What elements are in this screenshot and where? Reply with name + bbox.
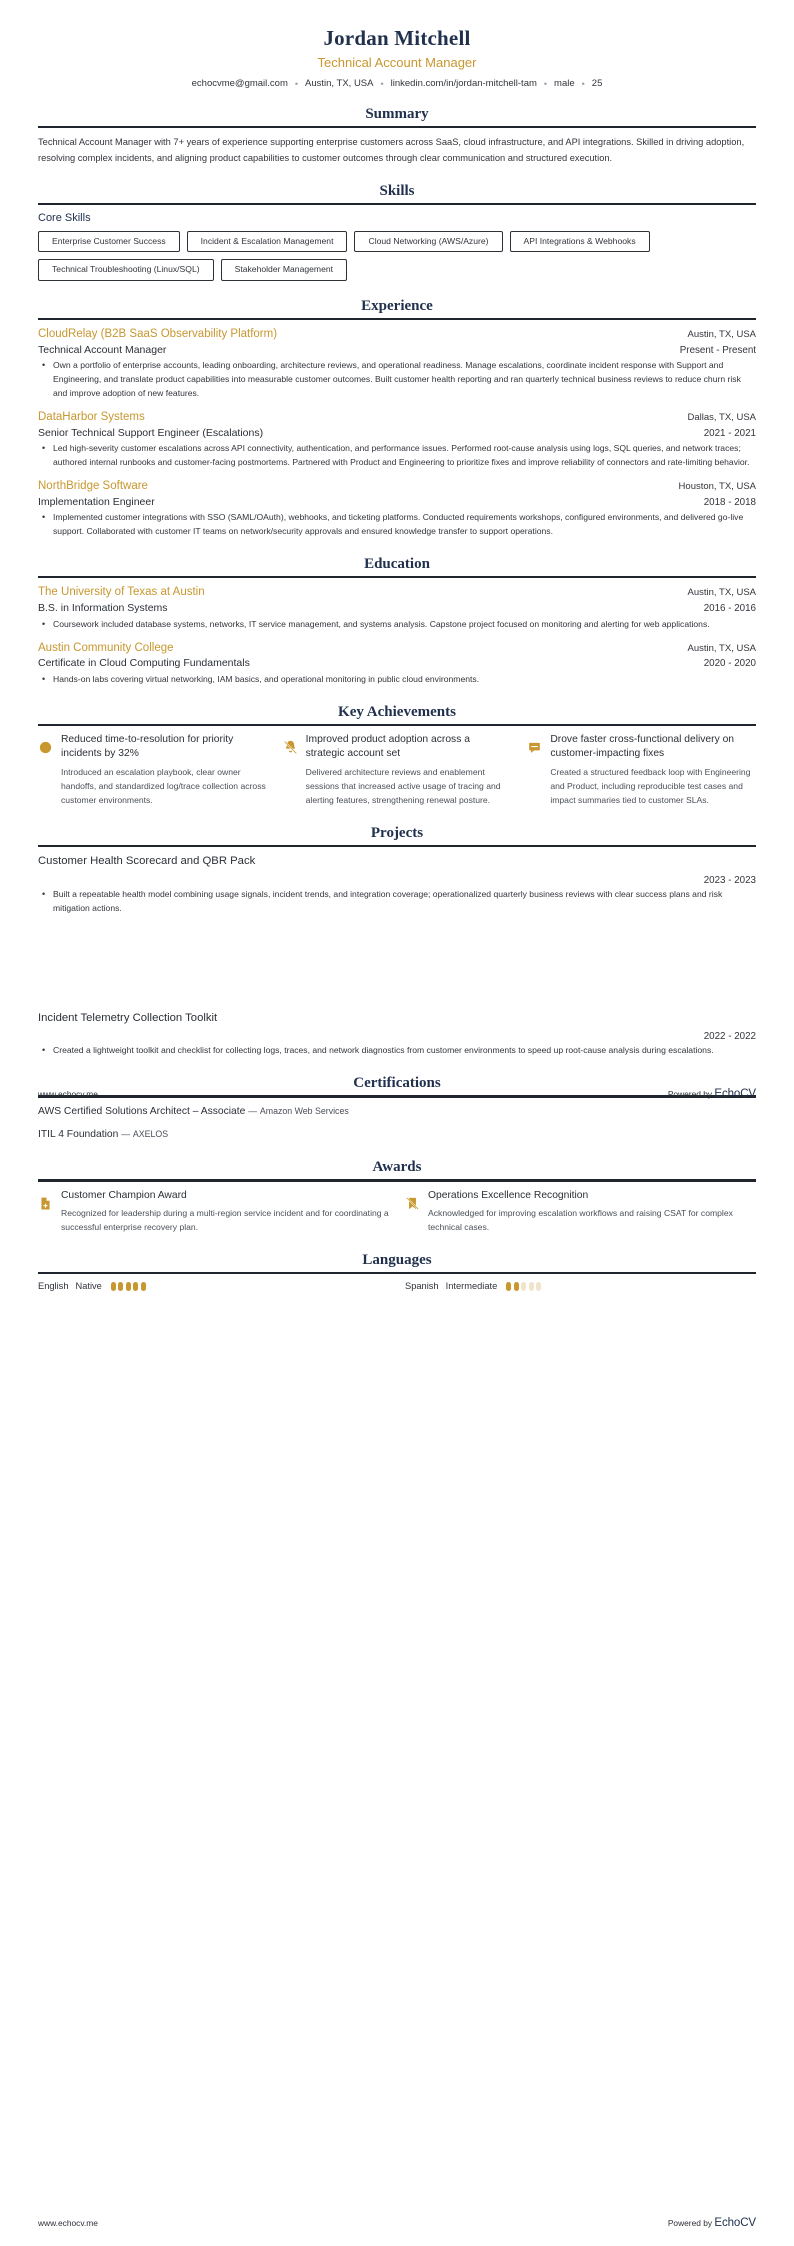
section-title-summary: Summary	[365, 106, 429, 122]
key-achievement-body	[550, 733, 756, 808]
svg-text:₿: ₿	[42, 743, 49, 753]
experience-job-title: Implementation Engineer	[38, 495, 155, 508]
contact-separator: •	[543, 78, 548, 89]
section-title-experience: Experience	[361, 297, 433, 314]
contact-location: Austin, TX, USA	[305, 78, 374, 89]
award-card	[38, 1189, 389, 1235]
page-footer	[38, 1088, 756, 1100]
bitcoin-coin-icon	[38, 740, 53, 755]
footer-brand	[668, 1088, 756, 1100]
project-dates: 2022 - 2022	[703, 1031, 756, 1043]
footer-powered-by-label: Powered by	[667, 2218, 713, 2228]
experience-location: Austin, TX, USA	[687, 329, 756, 341]
section-projects	[38, 825, 756, 1059]
certification-row	[38, 1128, 756, 1142]
page-title: Jordan Mitchell	[323, 26, 471, 50]
experience-bullet-list	[38, 359, 756, 401]
entry-header-row	[38, 479, 756, 495]
language-item	[38, 1281, 389, 1291]
certification-issuer: Amazon Web Services	[259, 1105, 349, 1116]
proficiency-dot-empty	[521, 1282, 526, 1291]
message-square-icon	[527, 740, 542, 755]
key-achievement-card	[283, 733, 512, 808]
experience-bullet-list	[38, 442, 756, 470]
skill-chip: Technical Troubleshooting (Linux/SQL)	[38, 259, 214, 280]
language-item	[405, 1281, 756, 1291]
experience-dates: 2021 - 2021	[703, 427, 756, 439]
footer-brand	[668, 2217, 756, 2229]
skill-chip: Cloud Networking (AWS/Azure)	[354, 231, 502, 252]
section-education	[38, 556, 756, 686]
key-achievement-description: Delivered architecture reviews and enablement sessions that increased active usage of tracing and alerting features, strengthening renewal posture.	[305, 767, 501, 805]
contact-linkedin[interactable]: linkedin.com/in/jordan-mitchell-tam	[390, 78, 537, 89]
proficiency-dot-filled	[141, 1282, 146, 1291]
experience-location: Dallas, TX, USA	[687, 412, 756, 424]
award-description: Acknowledged for improving escalation workflows and raising CSAT for complex technical cases.	[428, 1208, 733, 1233]
award-body	[428, 1189, 756, 1235]
proficiency-dot-filled	[506, 1282, 511, 1291]
contact-separator: •	[294, 78, 299, 89]
section-certifications	[38, 1075, 756, 1142]
section-title-key-achievements: Key Achievements	[338, 703, 456, 720]
entry-header-row	[38, 585, 756, 601]
section-divider	[38, 576, 756, 578]
experience-bullet: • Own a portfolio of enterprise accounts, leading onboarding, architecture reviews, and operational readiness. Manage escalations, coordinate incident response with Support and Engineering, and translate product capabilities into measurable customer outcomes. Built customer health reporting and ran quarterly technical business reviews to reduce churn risk and improve adoption of new features.	[51, 359, 756, 401]
education-dates: 2016 - 2016	[703, 602, 756, 614]
summary-text: Technical Account Manager with 7+ years of experience supporting enterprise customers across SaaS, cloud infrastructure, and API integrations. Skilled in driving adoption, resolving complex incidents, and aligning product capabilities to customer outcomes through clear communication and structured execution.	[38, 137, 745, 163]
section-divider	[38, 126, 756, 128]
footer-brand-name: EchoCV	[714, 1088, 756, 1100]
language-name: Spanish	[405, 1281, 439, 1292]
section-summary	[38, 106, 756, 166]
skill-chip: Stakeholder Management	[221, 259, 347, 280]
section-divider	[38, 845, 756, 847]
language-name: English	[38, 1281, 69, 1292]
certification-name: ITIL 4 Foundation	[38, 1128, 119, 1140]
language-proficiency-dots	[111, 1282, 146, 1291]
project-title: Customer Health Scorecard and QBR Pack	[38, 854, 256, 867]
experience-bullet: • Implemented customer integrations with SSO (SAML/OAuth), webhooks, and ticketing platforms. Conducted requirements workshops, configured environments, and delivered go-live support. Collaborated with customer IT teams on network/security approvals and ensured knowledge transfer to support operations.	[51, 511, 756, 539]
education-location: Austin, TX, USA	[687, 642, 756, 654]
file-plus-icon	[38, 1196, 53, 1211]
key-achievement-body	[61, 733, 267, 808]
key-achievement-list	[38, 733, 756, 808]
experience-bullet: • Led high-severity customer escalations across API connectivity, authentication, and performance issues. Performed root-cause analysis using logs, SQL queries, and network traces; authored internal runbooks and customer-facing postmortems. Partnered with Product and Engineering to prioritize fixes and improve reliability of connectors and rate-limiting behavior.	[51, 442, 756, 470]
project-title: Incident Telemetry Collection Toolkit	[38, 1011, 218, 1024]
skill-chip-list	[38, 231, 756, 281]
experience-dates: 2018 - 2018	[703, 496, 756, 508]
key-achievement-description: Introduced an escalation playbook, clear owner handoffs, and standardized log/trace collection across customer environments.	[61, 767, 266, 805]
entry-subheader-row	[38, 656, 756, 671]
experience-entry	[38, 479, 756, 539]
footer-url[interactable]: www.echocv.me	[38, 1089, 98, 1099]
project-dates: 2023 - 2023	[703, 874, 756, 886]
entry-header-row	[38, 410, 756, 426]
key-achievement-description: Created a structured feedback loop with Engineering and Product, including reproducible test cases and impact summaries tied to customer SLAs.	[550, 767, 751, 805]
contact-email[interactable]: echocvme@gmail.com	[191, 78, 288, 89]
language-level: Intermediate	[445, 1281, 498, 1292]
section-experience	[38, 298, 756, 539]
language-level: Native	[75, 1281, 102, 1292]
award-list	[38, 1189, 756, 1235]
section-title-languages: Languages	[362, 1252, 432, 1269]
entry-header-row	[38, 641, 756, 657]
education-institution: Austin Community College	[38, 641, 174, 654]
education-entry	[38, 641, 756, 687]
experience-organization: DataHarbor Systems	[38, 411, 145, 424]
language-proficiency-dots	[506, 1282, 541, 1291]
footer-brand-name: EchoCV	[714, 2217, 756, 2229]
section-divider	[38, 318, 756, 320]
education-bullet: • Hands-on labs covering virtual networking, IAM basics, and operational monitoring in public cloud environments.	[51, 673, 756, 687]
award-card	[405, 1189, 756, 1235]
certification-issuer: AXELOS	[132, 1128, 169, 1139]
certification-dash: —	[248, 1105, 258, 1116]
key-achievement-body	[306, 733, 512, 808]
key-achievement-title: Drove faster cross-functional delivery on customer-impacting fixes	[550, 733, 735, 760]
proficiency-dot-empty	[536, 1282, 541, 1291]
education-bullet-list	[38, 673, 756, 687]
section-title-skills: Skills	[379, 182, 415, 199]
section-divider	[38, 1272, 756, 1274]
experience-organization: NorthBridge Software	[38, 480, 148, 493]
entry-subheader-row	[38, 426, 756, 441]
experience-entry	[38, 327, 756, 401]
proficiency-dot-filled	[133, 1282, 138, 1291]
footer-powered-by-label: Powered by	[667, 1089, 713, 1099]
header-role: Technical Account Manager	[317, 55, 477, 70]
contact-separator: •	[380, 78, 384, 89]
education-location: Austin, TX, USA	[687, 587, 756, 599]
certification-name: AWS Certified Solutions Architect – Associate	[38, 1105, 246, 1117]
bookmark-slash-icon	[405, 1196, 420, 1211]
award-description: Recognized for leadership during a multi-region service incident and for coordinating a successful enterprise recovery plan.	[61, 1208, 389, 1233]
resume-header	[38, 0, 756, 89]
proficiency-dot-filled	[111, 1282, 116, 1291]
education-entry	[38, 585, 756, 631]
proficiency-dot-filled	[514, 1282, 519, 1291]
project-bullet: • Created a lightweight toolkit and checklist for collecting logs, traces, and network diagnostics from customer environments to speed up root-cause analysis during escalations.	[51, 1044, 756, 1058]
contact-age: 25	[591, 78, 603, 89]
section-title-certifications: Certifications	[353, 1075, 441, 1092]
contact-gender: male	[554, 78, 575, 89]
language-list	[38, 1281, 756, 1291]
entry-header-row	[38, 327, 756, 343]
section-divider	[38, 203, 756, 205]
experience-job-title: Technical Account Manager	[38, 343, 167, 356]
section-skills	[38, 183, 756, 281]
section-awards	[38, 1159, 756, 1235]
section-languages	[38, 1252, 756, 1291]
skill-group-title: Core Skills	[38, 212, 91, 225]
entry-subheader-row	[38, 495, 756, 510]
key-achievement-title: Reduced time-to-resolution for priority incidents by 32%	[61, 733, 234, 760]
experience-location: Houston, TX, USA	[678, 481, 756, 493]
experience-organization: CloudRelay (B2B SaaS Observability Platform)	[38, 328, 278, 341]
proficiency-dot-filled	[126, 1282, 131, 1291]
experience-job-title: Senior Technical Support Engineer (Escalations)	[38, 426, 264, 439]
project-bullet: • Built a repeatable health model combining usage signals, incident trends, and integration coverage; operationalized quarterly business reviews with clear success plans and risk mitigation actions.	[51, 888, 756, 916]
section-divider	[38, 1179, 756, 1181]
award-body	[61, 1189, 389, 1235]
key-achievement-title: Improved product adoption across a strategic account set	[305, 733, 470, 760]
skill-chip: Enterprise Customer Success	[38, 231, 180, 252]
proficiency-dot-empty	[529, 1282, 534, 1291]
skill-chip: Incident & Escalation Management	[187, 231, 348, 252]
education-degree: Certificate in Cloud Computing Fundamentals	[38, 657, 250, 670]
education-bullet: • Coursework included database systems, networks, IT service management, and systems analysis. Capstone project focused on monitoring and alerting for web applications.	[51, 618, 756, 632]
proficiency-dot-filled	[118, 1282, 123, 1291]
certification-dash: —	[121, 1128, 131, 1139]
page-break-spacer	[38, 925, 756, 1011]
entry-subheader-row	[38, 343, 756, 358]
award-title: Operations Excellence Recognition	[428, 1189, 589, 1201]
certification-row	[38, 1105, 756, 1119]
project-bullet-list	[38, 1044, 756, 1058]
section-key-achievements	[38, 704, 756, 808]
page-footer	[38, 2217, 756, 2229]
contact-line	[38, 78, 756, 89]
education-dates: 2020 - 2020	[703, 658, 756, 670]
project-entry	[38, 854, 756, 916]
experience-bullet-list	[38, 511, 756, 539]
key-achievement-card	[527, 733, 756, 808]
award-title: Customer Champion Award	[61, 1189, 187, 1201]
section-title-projects: Projects	[370, 824, 424, 841]
experience-dates: Present - Present	[679, 344, 756, 356]
education-bullet-list	[38, 618, 756, 632]
project-entry	[38, 1011, 756, 1059]
section-title-awards: Awards	[372, 1159, 422, 1176]
project-bullet-list	[38, 888, 756, 916]
education-institution: The University of Texas at Austin	[38, 586, 205, 599]
experience-entry	[38, 410, 756, 470]
entry-subheader-row	[38, 601, 756, 616]
section-divider	[38, 724, 756, 726]
skill-chip: API Integrations & Webhooks	[510, 231, 650, 252]
key-achievement-card	[38, 733, 267, 808]
bell-off-icon	[283, 740, 298, 755]
footer-url[interactable]: www.echocv.me	[38, 2218, 98, 2228]
education-degree: B.S. in Information Systems	[38, 601, 168, 614]
section-title-education: Education	[364, 556, 430, 573]
contact-separator: •	[581, 78, 585, 89]
